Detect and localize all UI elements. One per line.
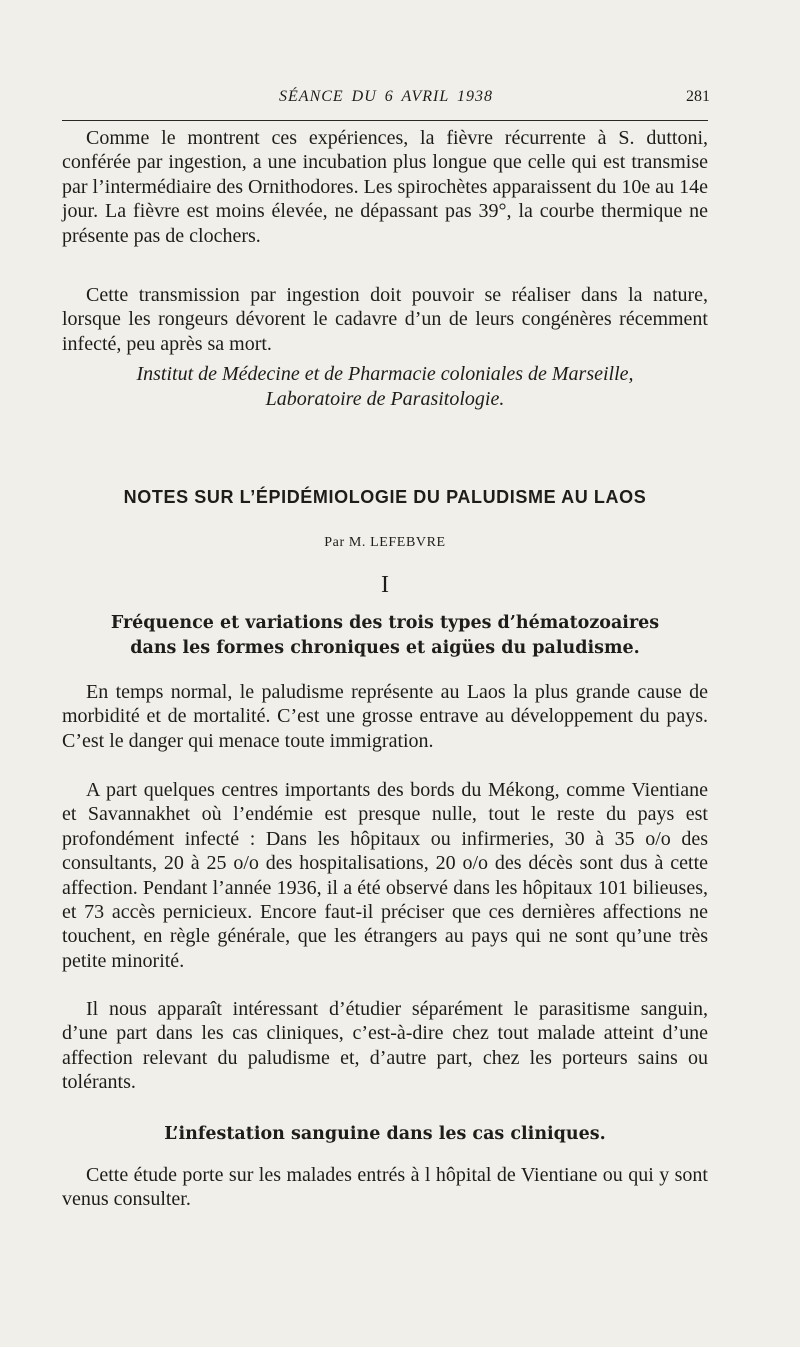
article-paragraph-2 [62,778,708,973]
paragraph-text: Cette transmission par ingestion doit pouvoir se réaliser dans la nature, lorsque les rongeurs dévorent le cadavre d’un de leurs congénères récemment infecté, peu après sa mort. [62,284,708,355]
article-paragraph-4 [62,1163,708,1212]
article-paragraph-1 [62,680,708,753]
paragraph-text: En temps normal, le paludisme représente au Laos la plus grande cause de morbidité et de mortalité. C’est une grosse entrave au développement du pays. C’est le danger qui menace toute immigration. [62,681,708,752]
previous-article-paragraph-2 [62,283,708,356]
page-number: 281 [686,88,710,105]
affiliation-laboratory: Laboratoire de Parasitologie. [265,388,505,410]
header-rule [62,120,708,121]
article-paragraph-3 [62,997,708,1095]
section-title-line-1: Fréquence et variations des trois types d’hématozoaires [110,613,660,633]
running-header [62,88,710,110]
affiliation-institute: Institut de Médecine et de Pharmacie coloniales de Marseille, [136,363,634,385]
article-title: NOTES SUR L’ÉPIDÉMIOLOGIE DU PALUDISME AU LAOS [123,487,647,507]
section-number: I [381,572,389,598]
previous-article-paragraph-1 [62,126,708,248]
section-title-line-2: dans les formes chroniques et aigües du paludisme. [130,638,640,658]
paragraph-text: Comme le montrent ces expériences, la fièvre récurrente à S. duttoni, conférée par ingestion, a une incubation plus longue que celle qui est transmise par l’intermédiaire des Ornithodores. Les spirochètes apparaissent du 10e au 14e jour. La fièvre est moins élevée, ne dépassant pas 39°, la courbe thermique ne présente pas de clochers. [62,127,708,247]
paragraph-text: Il nous apparaît intéressant d’étudier séparément le parasitisme sanguin, d’une part dans les cas cliniques, c’est-à-dire chez tout malade atteint d’une affection relevant du paludisme et, d’autre part, chez les porteurs sains ou tolérants. [62,998,708,1094]
paragraph-text: Cette étude porte sur les malades entrés à l hôpital de Vientiane ou qui y sont venus consulter. [62,1164,708,1211]
affiliation [62,362,708,412]
article-author: Par M. LEFEBVRE [324,535,446,550]
paragraph-text: A part quelques centres importants des bords du Mékong, comme Vientiane et Savannakhet où l’endémie est presque nulle, tout le reste du pays est profondément infecté : Dans les hôpitaux ou infirmeries, 30 à 35 o/o des consultants, 20 à 25 o/o des hospitalisations, 20 o/o des décès sont dus à cette affection. Pendant l’année 1936, il a été observé dans les hôpitaux 101 bilieuses, et 73 accès pernicieux. Encore faut-il préciser que ces dernières affections ne touchent, en règle générale, que les étrangers au pays qui ne sont qu’une très petite minorité. [62,779,708,972]
running-head: SÉANCE DU 6 AVRIL 1938 [279,88,493,105]
subsection-title: L’infestation sanguine dans les cas cliniques. [164,1124,606,1144]
section-title [62,611,708,661]
